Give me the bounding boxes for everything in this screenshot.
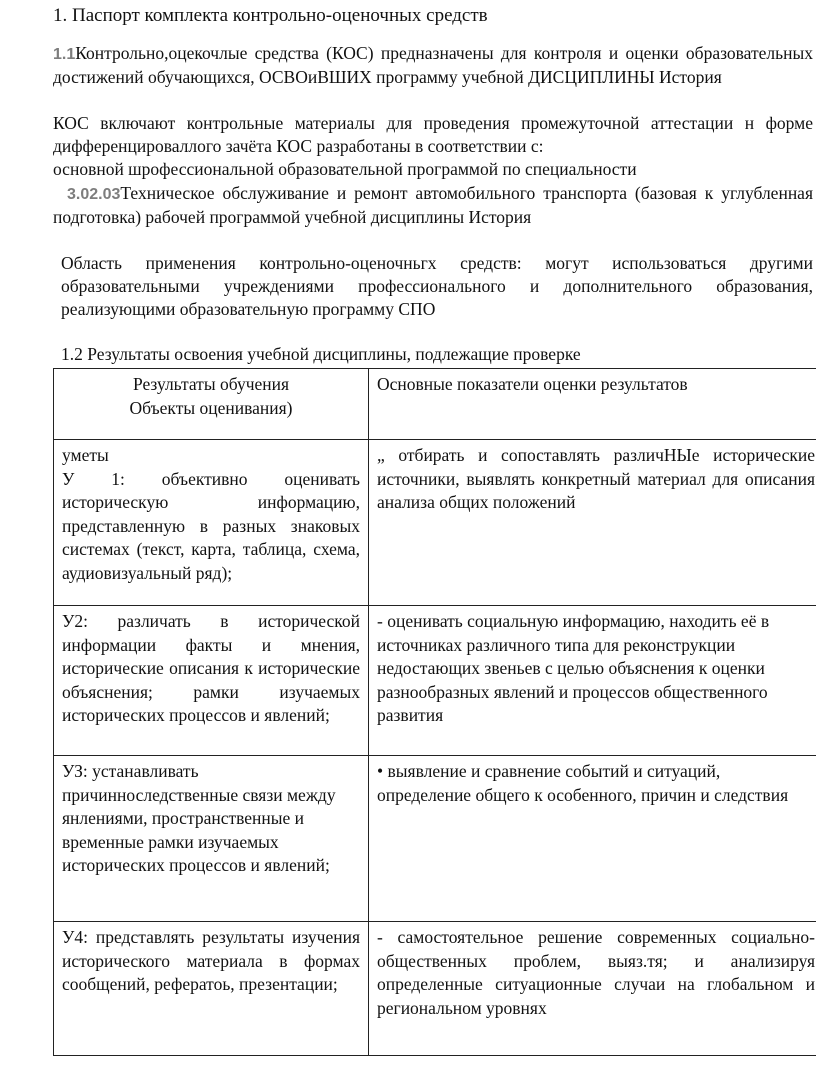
header-col1-line1: Результаты обучения [132,374,290,394]
header-col1-line2: Объекты оценивания) [129,397,293,418]
paragraph-text: Контрольно,оцекочлые средства (КОС) предназначены для контроля и оценки образовательных достижений обучающихся, ОСВОиВШИХ программу учебной ДИСЦИПЛИНЫ История [53,43,813,87]
paragraph-application-area: Область применения контрольно-оценочньгх средств: могут использоваться другими образовательными учреждениями профессионального и дополнительного образования, реализующими образовательную программу СПО [61,253,813,319]
result-cell: уметы У 1: объективно оценивать историческую информацию, представленную в разных знаковых системах (текст, карта, таблица, схема, аудиовизуальный ряд); [54,440,369,606]
indicator-cell: - оценивать социальную информацию, находить её в источниках различного типа для реконструкции недостающих звеньев с целью объяснения к оценки разнообразных явлений и процессов общественного развития [369,606,816,756]
paragraph-number: 1.1 [53,46,76,63]
paragraph-specialty [53,182,813,229]
table-row [54,922,816,1056]
header-indicators: Основные показатели оценки результатов [369,369,816,440]
table-row [54,606,816,756]
specialty-code: 3.02.03 [67,186,121,203]
indicator-cell: - самостоятельное решение современных социально-общественных проблем, выяз.тя; и анализируя определенные ситуационные случаи на глобальном и региональном уровнях [369,922,816,1056]
paragraph-kos-includes: КОС включают контрольные материалы для проведения промежуточной аттестации н форме дифференцироваллого зачёта КОС разработаны в соответствии с: [53,113,813,156]
result-cell: У2: различать в исторической информации факты и мнения, исторические описания к исторические объяснения; рамки изучаемых исторических процессов и явлений; [54,606,369,756]
specialty-text: Техническое обслуживание и ремонт автомобильного транспорта (базовая к углубленная подготовка) рабочей программой учебной дисциплины История [53,183,813,227]
section-heading: 1.2 Результаты освоения учебной дисциплины, подлежащие проверке [61,344,581,364]
table-row [54,440,816,606]
result-cell: УЗ: устанавливать причинноследственные связи между янлениями, пространственные и временные рамки изучаемых исторических процессов и явлений; [54,756,369,922]
table-header-row [54,369,816,440]
header-learning-results [54,369,369,440]
indicator-cell: • выявление и сравнение событий и ситуаций, определение общего к особенного, причин и следствия [369,756,816,922]
page-title: 1. Паспорт комплекта контрольно-оценочных средств [53,5,488,26]
indicator-cell: „ отбирать и сопоставлять различНЫе исторические источники, выявлять конкретный материал для описания анализа общих положений [369,440,816,606]
table-row [54,756,816,922]
result-cell: У4: представлять результаты изучения исторического материала в формах сообщений, рефератоь, презентации; [54,922,369,1056]
paragraph-purpose [53,42,813,89]
results-table [53,368,816,1056]
paragraph-program: основной шрофессиональной образовательной программой по специальности [53,159,637,179]
